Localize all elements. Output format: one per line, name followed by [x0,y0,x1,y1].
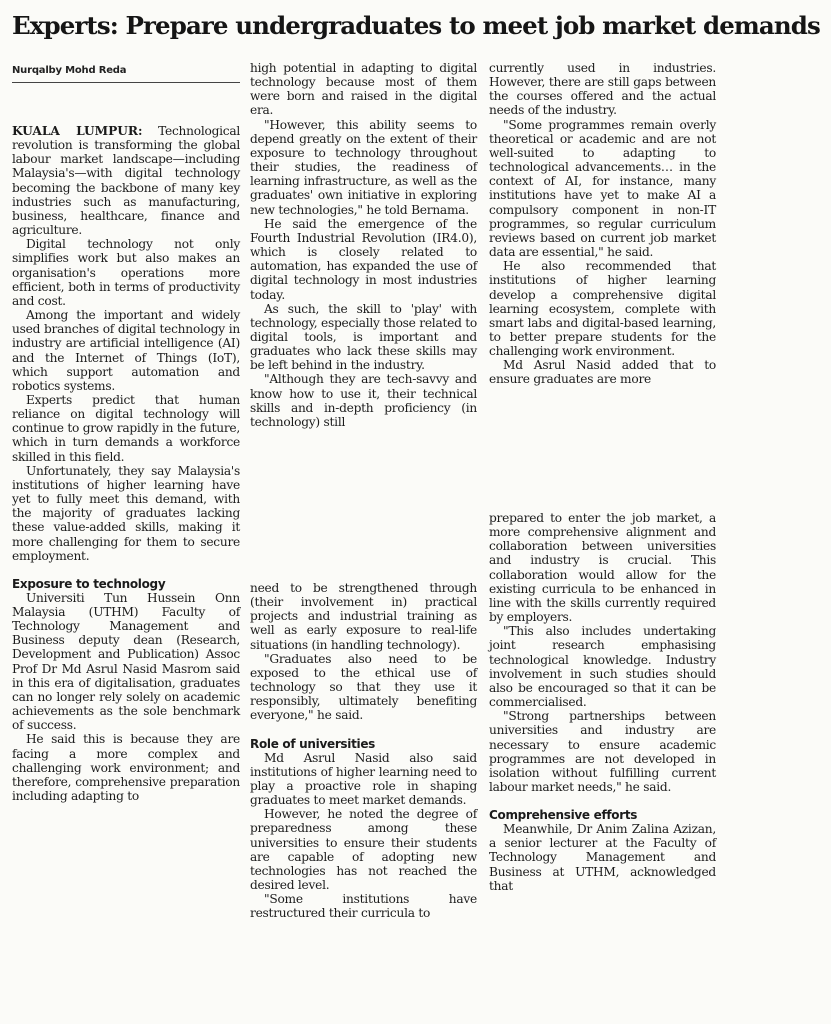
paragraph: Universiti Tun Hussein Onn Malaysia (UTHM) Faculty of Technology Management and Business deputy dean (Research, Development and Publication) Assoc Prof Dr Md Asrul Nasid Masrom said in this era of digitalisation, graduates can no longer rely solely on academic achievements as the sole benchmark of success. [12,590,240,733]
paragraph: "Some programmes remain overly theoretical or academic and are not well-suited to adapting to technological advancements… in the context of AI, for instance, many institutions have yet to make AI a compulsory component in non-IT programmes, so regular curriculum reviews based on current job market data are essential," he said. [489,117,716,260]
subheading: Exposure to technology [12,576,166,591]
paragraph: Meanwhile, Dr Anim Zalina Azizan, a senior lecturer at the Faculty of Technology Management and Business at UTHM, acknowledged that [489,822,716,893]
paragraph: He said the emergence of the Fourth Industrial Revolution (IR4.0), which is closely related to automation, has expanded the use of digital technology in most industries today. [250,216,477,302]
article-column-1 [12,124,240,803]
paragraph: currently used in industries. However, there are still gaps between the courses offered and the actual needs of the industry. [489,61,716,118]
article-column-3-top [489,61,716,387]
article-column-2-top [250,61,477,429]
paragraph: "Graduates also need to be exposed to the ethical use of technology so that they use it responsibly, ultimately benefiting everyone," he said. [250,651,477,723]
paragraph: Md Asrul Nasid added that to ensure graduates are more [489,358,716,387]
subheading: Comprehensive efforts [489,808,638,823]
paragraph: Digital technology not only simplifies work but also makes an organisation's operations more efficient, both in terms of productivity and cost. [12,237,240,308]
paragraph: Unfortunately, they say Malaysia's institutions of higher learning have yet to fully meet this demand, with the majority of graduates lacking these value-added skills, making it more challenging for them to secure employment. [12,463,240,563]
paragraph: "Although they are tech-savvy and know how to use it, their technical skills and in-depth proficiency (in technology) still [250,372,477,429]
dateline: KUALA LUMPUR: [12,124,143,138]
subheading: Role of universities [250,736,376,751]
paragraph: "Some institutions have restructured their curricula to [250,892,477,921]
paragraph: Experts predict that human reliance on digital technology will continue to grow rapidly in the future, which in turn demands a workforce skilled in this field. [12,392,240,464]
paragraph [12,124,240,237]
paragraph: He said this is because they are facing a more complex and challenging work environment; and therefore, comprehensive preparation including adapting to [12,732,240,804]
article-column-3-bottom [489,511,716,893]
paragraph-text: Technological revolution is transforming the global labour market landscape—including Malaysia's—with digital technology becoming the backbone of many key industries such as manufacturing, business, healthcare, finance and agriculture. [12,124,241,238]
paragraph: Among the important and widely used branches of digital technology in industry are artificial intelligence (AI) and the Internet of Things (IoT), which support automation and robotics systems. [12,308,240,393]
headline: Experts: Prepare undergraduates to meet job market demands [12,11,820,40]
paragraph: "However, this ability seems to depend greatly on the extent of their exposure to technology throughout their studies, the readiness of learning infrastructure, as well as the graduates' own initiative in exploring new technologies," he told Bernama. [250,117,477,217]
paragraph: "This also includes undertaking joint research emphasising technological knowledge. Industry involvement in such studies should also be encouraged so that it can be commercialised. [489,624,716,710]
article-column-2-bottom [250,581,477,920]
paragraph: However, he noted the degree of preparedness among these universities to ensure their students are capable of adopting new technologies has not reached the desired level. [250,807,477,892]
paragraph: "Strong partnerships between universities and industry are necessary to ensure academic programmes are not developed in isolation without fulfilling current labour market needs," he said. [489,709,716,794]
paragraph: need to be strengthened through (their involvement in) practical projects and industrial training as well as early exposure to real-life situations (in handling technology). [250,581,477,652]
paragraph: high potential in adapting to digital technology because most of them were born and raised in the digital era. [250,61,477,118]
paragraph: He also recommended that institutions of higher learning develop a comprehensive digital learning ecosystem, complete with smart labs and digital-based learning, to better prepare students for the challenging work environment. [489,259,716,359]
paragraph: Md Asrul Nasid also said institutions of higher learning need to play a proactive role in shaping graduates to meet market demands. [250,750,477,808]
paragraph: As such, the skill to 'play' with technology, especially those related to digital tools, is important and graduates who lack these skills may be left behind in the industry. [250,301,477,373]
paragraph: prepared to enter the job market, a more comprehensive alignment and collaboration between universities and industry is crucial. This collaboration would allow for the existing curricula to be enhanced in line with the skills currently required by employers. [489,511,716,625]
byline: Nurqalby Mohd Reda [12,65,240,83]
